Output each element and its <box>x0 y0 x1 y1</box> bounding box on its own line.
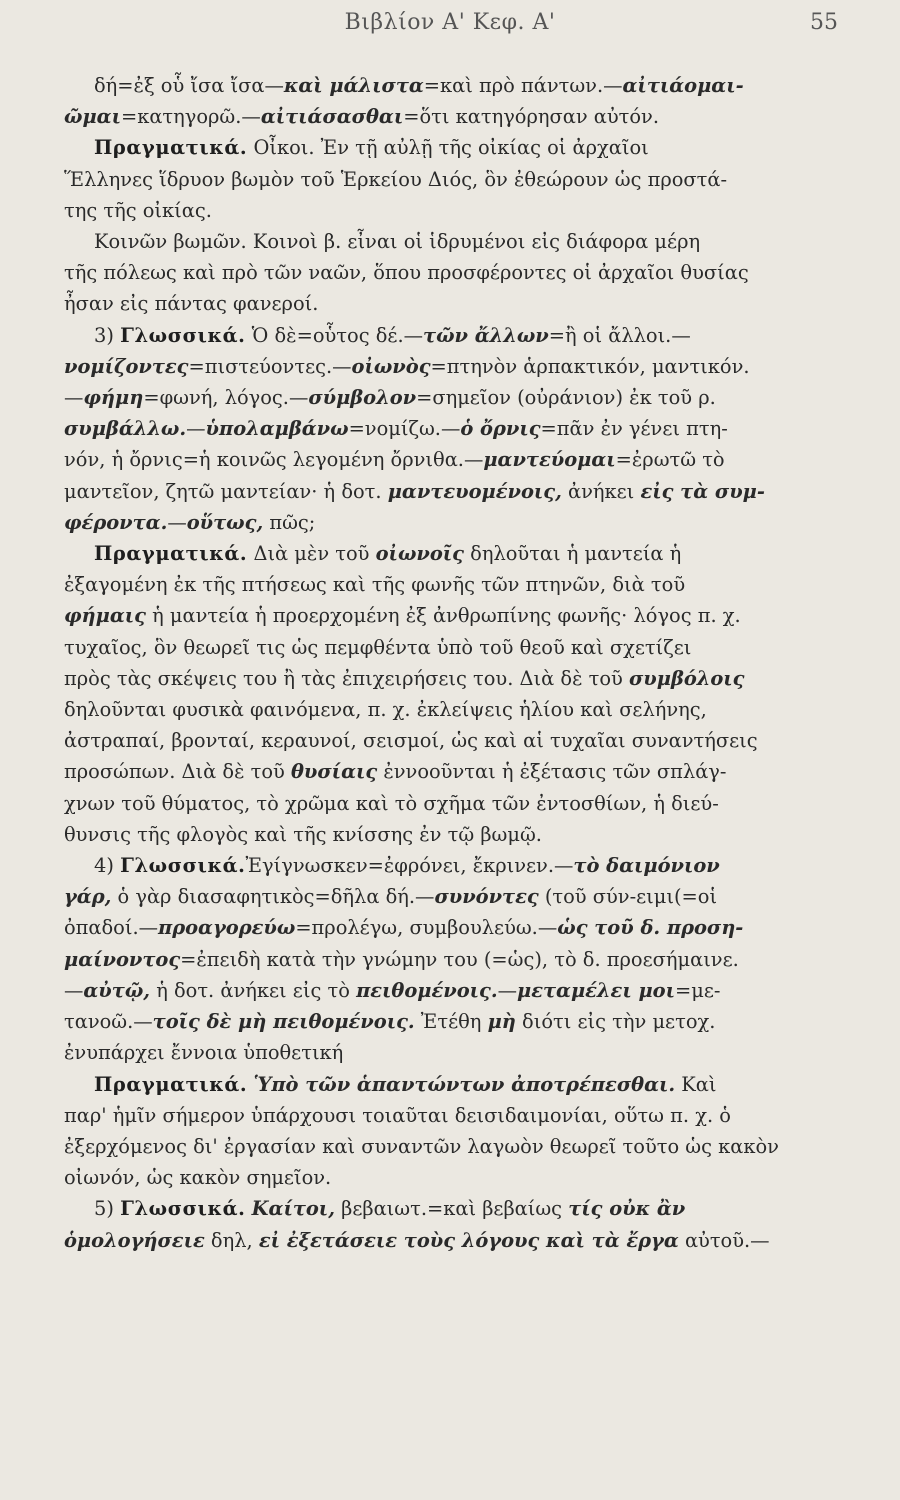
bold-italic-term: ῶμαι <box>64 105 121 129</box>
running-head <box>0 10 900 44</box>
text-run: αὐτοῦ.— <box>678 1228 770 1252</box>
text-run: πῶς; <box>263 510 316 534</box>
text-line <box>64 632 842 663</box>
bold-italic-term: φήμη <box>83 386 144 410</box>
bold-italic-term: ὡς τοῦ δ. προση- <box>557 916 744 940</box>
text-run: ἐνυπάρχει ἔννοια ὑποθετική <box>64 1041 344 1065</box>
text-run: ὁ γὰρ διασαφητικὸς=δῆλα δή.— <box>111 885 435 909</box>
paragraph <box>64 538 842 850</box>
bold-italic-term: Ὑπὸ τῶν ἁπαντώντων ἀποτρέπεσθαι. <box>253 1072 676 1096</box>
paragraph <box>64 226 842 320</box>
text-run: τυχαῖος, ὃν θεωρεῖ τις ὡς πεμφθέντα ὑπὸ τοῦ θεοῦ καὶ σχετίζει <box>64 635 692 659</box>
text-run: =φωνή, λόγος.— <box>143 386 309 410</box>
text-line <box>64 351 842 382</box>
text-run: ἡ μαντεία ἡ προερχομένη ἐξ ἀνθρωπίνης φωνῆς· λόγος π. χ. <box>145 604 741 628</box>
text-run: — <box>167 510 187 534</box>
text-line <box>64 195 842 226</box>
text-line <box>64 694 842 725</box>
text-run: ἐξερχόμενος δι' ἐργασίαν καὶ συναντῶν λαγωὸν θεωρεῖ τοῦτο ὡς κακὸν <box>64 1134 779 1158</box>
text-run: Ἐτέθη <box>414 1010 488 1034</box>
text-run: 3) <box>94 323 121 347</box>
bold-italic-term: σύμβολον <box>308 386 417 410</box>
bold-italic-term: συνόντες <box>434 885 539 909</box>
text-line <box>64 756 842 787</box>
section-heading: Πραγματικά. <box>94 136 248 160</box>
bold-italic-term: τοῖς δὲ μὴ πειθομένοις. <box>152 1010 415 1034</box>
bold-italic-term: οὕτως, <box>186 510 264 534</box>
text-line <box>64 1131 842 1162</box>
text-run: =προλέγω, συμβουλεύω.— <box>295 916 558 940</box>
text-run: δηλοῦται ἡ μαντεία ἡ <box>463 542 682 566</box>
text-line <box>64 1006 842 1037</box>
text-line <box>64 1193 842 1224</box>
bold-italic-term: θυσίαις <box>291 760 378 784</box>
text-run: =κατηγορῶ.— <box>120 105 261 129</box>
bold-italic-term: φέροντα. <box>64 510 168 534</box>
text-run: 5) <box>94 1197 121 1221</box>
text-line <box>64 320 842 351</box>
text-line <box>64 413 842 444</box>
text-run: =σημεῖον (οὐράνιον) ἐκ τοῦ ρ. <box>416 386 716 410</box>
text-line <box>64 257 842 288</box>
body-text <box>64 70 842 1256</box>
section-heading: Γλωσσικά. <box>120 854 246 878</box>
text-line <box>64 944 842 975</box>
text-run: =νομίζω.— <box>348 417 461 441</box>
text-line <box>64 70 842 101</box>
text-line <box>64 1225 842 1256</box>
text-run: =ἐφρόνει, ἔκρινεν.— <box>367 854 574 878</box>
bold-italic-term: γάρ, <box>64 885 112 909</box>
text-run: ἀστραπαί, βρονταί, κεραυνοί, σεισμοί, ὡς καὶ αἱ τυχαῖαι συναντήσεις <box>64 729 758 753</box>
bold-italic-term: αἰτιάομαι- <box>622 74 744 97</box>
bold-italic-term: προαγορεύω <box>158 916 296 940</box>
page-number: 55 <box>810 10 838 35</box>
text-run: θυνσις τῆς φλογὸς καὶ τῆς κνίσσης ἐν τῷ βωμῷ. <box>64 822 542 846</box>
italic-term: Ὁ δὲ <box>251 323 297 347</box>
text-line <box>64 1162 842 1193</box>
italic-term: Οἶκοι. <box>253 136 315 160</box>
bold-italic-term: μαίνοντος <box>64 947 181 971</box>
text-run: νόν, <box>64 448 112 472</box>
text-line <box>64 819 842 850</box>
text-run: της τῆς οἰκίας. <box>64 198 212 222</box>
paragraph <box>64 1193 842 1255</box>
bold-italic-term: τίς οὐκ ἂν <box>568 1197 686 1221</box>
text-run: =καὶ πρὸ πάντων.— <box>423 74 623 97</box>
text-line <box>64 975 842 1006</box>
text-line <box>64 725 842 756</box>
text-line <box>64 850 842 881</box>
italic-term: ἡ ὄρνις <box>111 448 183 472</box>
text-run: Ἕλληνες ἵδρυον βωμὸν τοῦ Ἑρκείου Διός, ὃν ἐθεώρουν ὡς προστά- <box>64 167 728 191</box>
text-run: — <box>64 978 84 1002</box>
text-line <box>64 132 842 163</box>
paragraph <box>64 70 842 132</box>
text-run: οἰωνόν, ὡς κακὸν σημεῖον. <box>64 1166 332 1190</box>
text-line <box>64 663 842 694</box>
bold-italic-term: τῶν ἄλλων <box>423 323 549 347</box>
text-line <box>64 288 842 319</box>
paragraph <box>64 850 842 1068</box>
italic-term: Ἐγίγνωσκεν <box>245 854 368 878</box>
text-line <box>64 476 842 507</box>
text-run: τῆς πόλεως καὶ πρὸ τῶν ναῶν, ὅπου προσφέροντες οἱ ἀρχαῖοι θυσίας <box>64 261 749 285</box>
text-line <box>64 600 842 631</box>
text-run: =ἐπειδὴ κατὰ τὴν γνώμην του (=ὡς), τὸ δ. προεσήμαινε. <box>180 947 739 971</box>
text-line <box>64 881 842 912</box>
text-run: δηλοῦνται φυσικὰ φαινόμενα, π. χ. ἐκλείψεις ἡλίου καὶ σελήνης, <box>64 698 707 722</box>
bold-italic-term: αἰτιάσασθαι <box>260 105 404 129</box>
text-run: βεβαιωτ.=καὶ βεβαίως <box>334 1197 569 1221</box>
text-line <box>64 444 842 475</box>
text-run: δή=ἐξ οὗ ἴσα ἴσα— <box>94 74 284 97</box>
italic-term: Κοινῶν βωμῶν. Κοινοὶ β. <box>94 230 342 254</box>
text-run: εἶναι οἱ ἱδρυμένοι εἰς διάφορα μέρη <box>341 230 701 254</box>
bold-italic-term: οἰωνοῖς <box>375 542 464 566</box>
text-run: Διὰ μὲν τοῦ <box>247 542 376 566</box>
text-run: 4) <box>94 854 121 878</box>
bold-italic-term: μεταμέλει μοι <box>517 978 675 1002</box>
text-run: μαντεῖον, ζητῶ μαντείαν· ἡ δοτ. <box>64 479 388 503</box>
bold-italic-term: εἰς τὰ συμ- <box>640 479 765 503</box>
text-run: χνων τοῦ θύματος, τὸ χρῶμα καὶ τὸ σχῆμα τῶν ἐντοσθίων, ἡ διεύ- <box>64 791 719 815</box>
running-head-title: Βιβλίον Α' Κεφ. Α' <box>344 10 556 35</box>
bold-italic-term: μὴ <box>487 1010 516 1034</box>
text-run: ἦσαν εἰς πάντας φανεροί. <box>64 292 319 316</box>
text-line <box>64 788 842 819</box>
bold-italic-term: ὁ ὄρνις <box>460 417 541 441</box>
text-line <box>64 164 842 195</box>
text-run: =πτηνὸν ἁρπακτικόν, μαντικόν. <box>430 354 750 378</box>
text-line <box>64 912 842 943</box>
text-run: =ἡ κοινῶς λεγομένη ὄρνιθα.— <box>182 448 484 472</box>
text-run: ἐξαγομένη ἐκ τῆς πτήσεως καὶ τῆς φωνῆς τῶν πτηνῶν, διὰ τοῦ <box>64 573 686 597</box>
text-run: παρ' ἡμῖν σήμερον ὑπάρχουσι τοιαῦται δεισιδαιμονίαι, οὕτω π. χ. ὁ <box>64 1103 731 1127</box>
text-run: =πιστεύοντες.— <box>188 354 352 378</box>
bold-italic-term: ὑπολαμβάνω <box>205 417 349 441</box>
text-run: ἡ δοτ. ἀνήκει εἰς τὸ <box>150 978 357 1002</box>
text-run: ἐννοοῦνται ἡ ἐξέτασις τῶν σπλάγ- <box>377 760 727 784</box>
text-run: =πᾶν ἐν γένει πτη- <box>540 417 728 441</box>
text-run: =ἐρωτῶ τὸ <box>615 448 725 472</box>
text-run: =ὅτι κατηγόρησαν αὐτόν. <box>403 105 660 129</box>
text-run: προσώπων. Διὰ δὲ τοῦ <box>64 760 291 784</box>
section-heading: Γλωσσικά. <box>120 323 246 347</box>
bold-italic-term: μαντεύομαι <box>483 448 616 472</box>
text-line <box>64 538 842 569</box>
bold-italic-term: καὶ μάλιστα <box>283 74 424 97</box>
text-line <box>64 1037 842 1068</box>
bold-italic-term: νομίζοντες <box>64 354 189 378</box>
paragraph <box>64 1069 842 1194</box>
text-run: Ἐν τῇ αὐλῇ τῆς οἰκίας οἱ ἀρχαῖοι <box>314 136 649 160</box>
text-run: =με- <box>674 978 721 1002</box>
text-line <box>64 101 842 132</box>
bold-italic-term: τὸ δαιμόνιον <box>573 854 720 878</box>
paragraph <box>64 132 842 226</box>
bold-italic-term: Καίτοι, <box>251 1197 335 1221</box>
paragraph <box>64 320 842 538</box>
text-run: τανοῶ.— <box>64 1010 153 1034</box>
text-line <box>64 382 842 413</box>
bold-italic-term: οἰωνὸς <box>351 354 431 378</box>
text-run: — <box>64 386 84 410</box>
text-run: (τοῦ σύν-ειμι(=οἱ <box>538 885 718 909</box>
text-run: =ἢ οἱ ἄλλοι.— <box>548 323 691 347</box>
bold-italic-term: συμβάλλω. <box>64 417 187 441</box>
text-run: πρὸς τὰς σκέψεις του ἢ τὰς ἐπιχειρήσεις του. Διὰ δὲ τοῦ <box>64 666 629 690</box>
text-line <box>64 507 842 538</box>
bold-italic-term: μαντευομένοις, <box>387 479 562 503</box>
text-run: ὀπαδοί.— <box>64 916 159 940</box>
text-line <box>64 1100 842 1131</box>
text-line <box>64 226 842 257</box>
bold-italic-term: συμβόλοις <box>629 666 745 690</box>
text-run: διότι εἰς τὴν μετοχ. <box>515 1010 716 1034</box>
bold-italic-term: εἰ ἐξετάσειε τοὺς λόγους καὶ τὰ ἔργα <box>258 1228 679 1252</box>
section-heading: Γλωσσικά. <box>120 1197 246 1221</box>
bold-italic-term: φήμαις <box>64 604 146 628</box>
text-line <box>64 569 842 600</box>
text-run: δηλ, <box>204 1228 259 1252</box>
bold-italic-term: πειθομένοις. <box>356 978 498 1002</box>
text-line <box>64 1069 842 1100</box>
text-run: — <box>186 417 206 441</box>
section-heading: Πραγματικά. <box>94 1072 248 1096</box>
text-run: — <box>497 978 517 1002</box>
section-heading: Πραγματικά. <box>94 542 248 566</box>
bold-italic-term: ὁμολογήσειε <box>64 1228 205 1252</box>
text-run: =οὗτος δέ.— <box>296 323 424 347</box>
bold-italic-term: αὐτῷ, <box>83 978 151 1002</box>
text-run: Καὶ <box>675 1072 717 1096</box>
text-run: ἀνήκει <box>561 479 641 503</box>
